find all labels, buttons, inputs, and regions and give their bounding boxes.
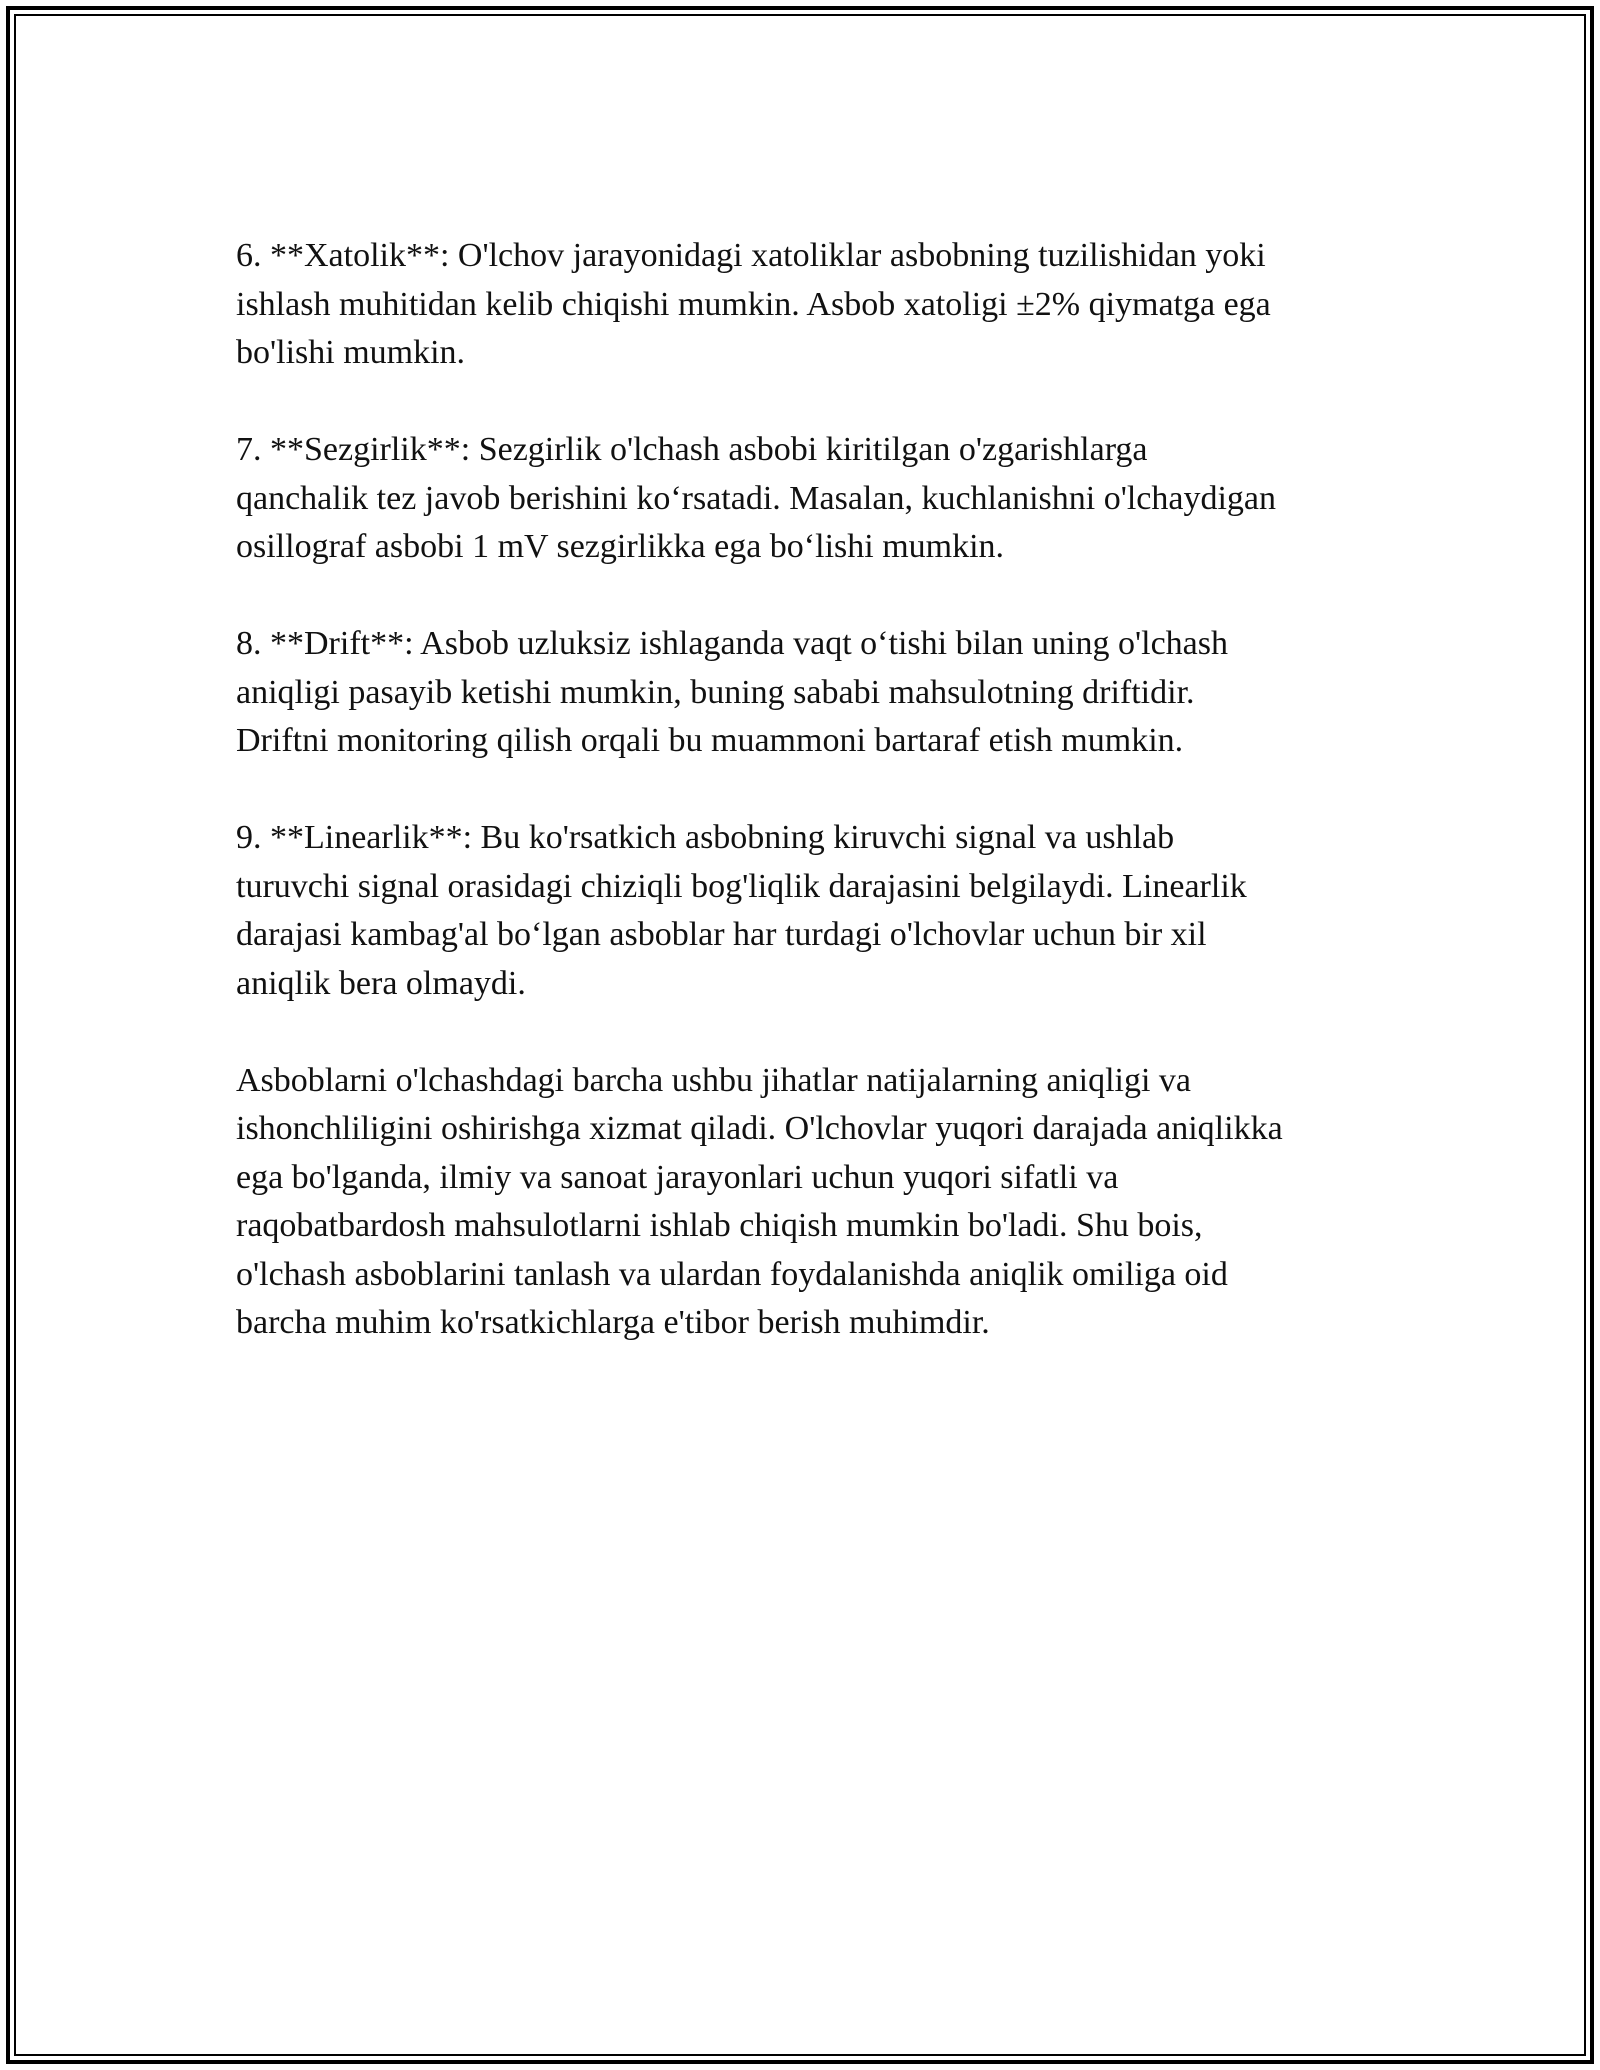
paragraph-conclusion: Asboblarni o'lchashdagi barcha ushbu jihatlar natijalarning aniqligi va ishonchliligini oshirishga xizmat qiladi. O'lchovlar yuqori darajada aniqlikka ega bo'lganda, ilmiy va sanoat jarayonlari uchun yuqori sifatli va raqobatbardosh mahsulotlarni ishlab chiqish mumkin bo'ladi. Shu bois, o'lchash asboblarini tanlash va ulardan foydalanishda aniqlik omiliga oid barcha muhim ko'rsatkichlarga e'tibor berish muhimdir. [236,1061,1283,1341]
paragraph-xatolik: 6. **Xatolik**: O'lchov jarayonidagi xatoliklar asbobning tuzilishidan yoki ishlash muhitidan kelib chiqishi mumkin. Asbob xatoligi ±2% qiymatga ega bo'lishi mumkin. [236,237,1271,371]
paragraph-sezgirlik: 7. **Sezgirlik**: Sezgirlik o'lchash asbobi kiritilgan o'zgarishlarga qanchalik tez javob berishini ko‘rsatadi. Masalan, kuchlanishni o'lchaydigan osillograf asbobi 1 mV sezgirlikka ega bo‘lishi mumkin. [236,431,1276,565]
paragraph-drift: 8. **Drift**: Asbob uzluksiz ishlaganda vaqt o‘tishi bilan uning o'lchash aniqligi pasayib ketishi mumkin, buning sababi mahsulotning driftidir. Driftni monitoring qilish orqali bu muammoni bartaraf etish mumkin. [236,625,1228,759]
document-body [236,232,1386,1396]
paragraph-linearlik: 9. **Linearlik**: Bu ko'rsatkich asbobning kiruvchi signal va ushlab turuvchi signal orasidagi chiziqli bog'liqlik darajasini belgilaydi. Linearlik darajasi kambag'al bo‘lgan asboblar har turdagi o'lchovlar uchun bir xil aniqlik bera olmaydi. [236,819,1247,1002]
